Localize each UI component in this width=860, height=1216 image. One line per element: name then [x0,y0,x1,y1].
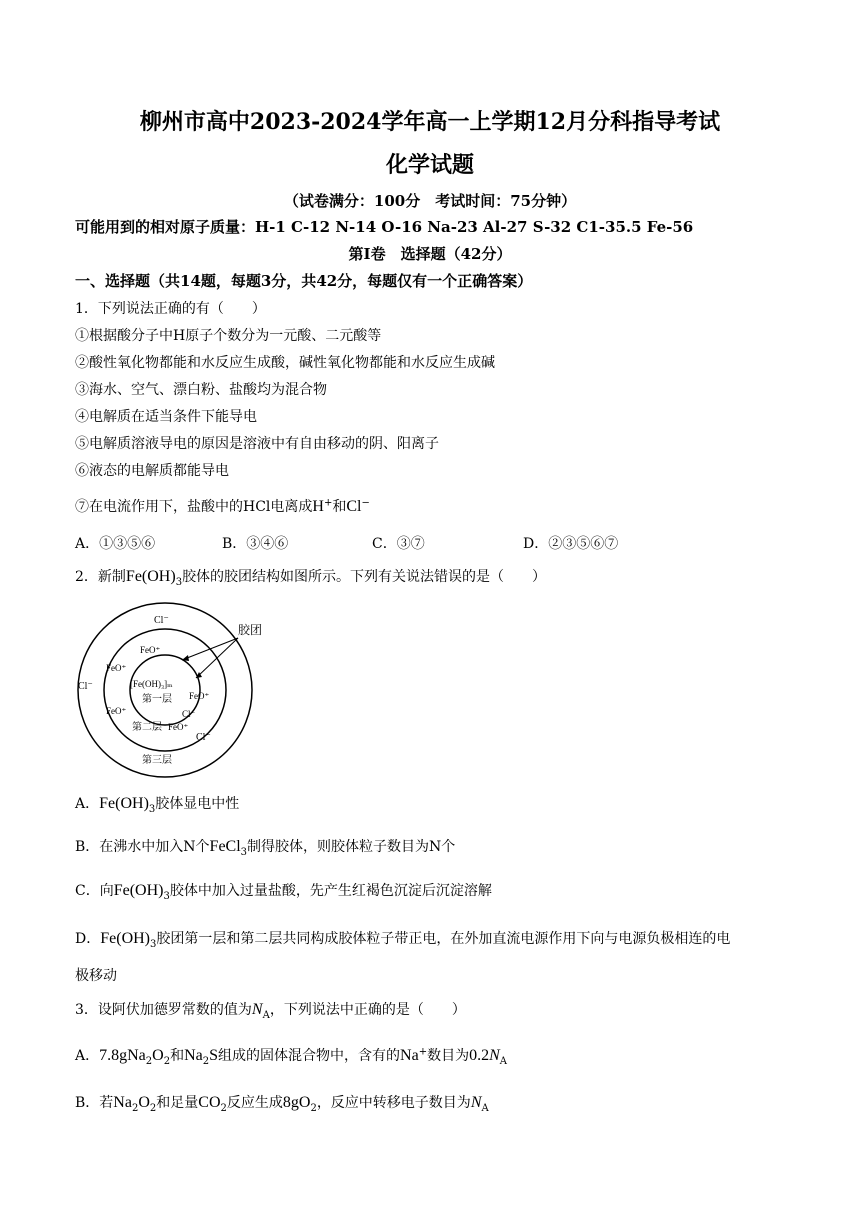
ion-feo-lower-left: FeO⁺ [106,706,127,716]
q1-statement-4: ④电解质在适当条件下能导电 [75,409,257,425]
section-heading: 第Ⅰ卷 选择题（42分） [348,245,512,263]
ion-cl-right: Cl⁻ [196,732,211,743]
q1-option-d: D．②③⑤⑥⑦ [523,536,619,552]
q2-stem: 2．新制$Fe(OH)_3$胶体的胶团结构如图所示。下列有关说法错误的是（ ） [75,568,547,588]
q1-stem: 1．下列说法正确的有（ ） [75,301,266,317]
layer-3-label: 第三层 [142,755,172,766]
ion-cl-left: Cl⁻ [78,681,93,692]
q2-option-c: C．向$Fe(OH)_3$胶体中加入过量盐酸，先产生红褐色沉淀后沉淀溶解 [75,882,492,902]
q1-statement-6: ⑥液态的电解质都能导电 [75,463,229,479]
colloid-label: 胶团 [238,623,263,637]
q1-option-a: A．①③⑤⑥ [75,536,156,552]
ion-cl-inner: Cl⁻ [182,709,196,719]
ion-cl-top: Cl⁻ [154,615,169,626]
q1-option-c: C．③⑦ [372,536,425,552]
part-heading: 一、选择题（共14题，每题3分，共42分，每题仅有一个正确答案） [75,272,533,290]
q2-option-a: A．$Fe(OH)_3$胶体显电中性 [75,795,240,815]
atomic-mass-line: 可能用到的相对原子质量：H-1 C-12 N-14 O-16 Na-23 Al-27 S-32 C1-35.5 Fe-56 [75,218,694,236]
ion-feo-left: FeO⁺ [106,663,127,673]
q1-statement-3: ③海水、空气、漂白粉、盐酸均为混合物 [75,382,327,398]
core-formula: [Fe(OH)₃]ₘ [130,679,173,689]
exam-subtitle: 化学试题 [385,152,474,178]
q1-statement-5: ⑤电解质溶液导电的原因是溶液中有自由移动的阴、阳离子 [75,436,439,452]
q2-option-b: B．在沸水中加入N个FeCl$_3$制得胶体，则胶体粒子数目为N个 [75,838,456,858]
layer-1-label: 第一层 [142,694,172,705]
arrow-line-2 [196,638,238,678]
q3-stem: 3．设阿伏加德罗常数的值为$N_A$，下列说法中正确的是（ ） [75,1001,466,1021]
q3-option-b: B．若$Na_2O_2$和足量$CO_2$反应生成$8gO_2$，反应中转移电子数目为$N_A$ [75,1094,489,1114]
ion-feo-right: FeO⁺ [189,691,210,701]
layer-2-label: 第二层 [132,722,162,733]
ion-feo-bottom: FeO⁺ [168,722,189,732]
arrow-head-1 [182,655,189,661]
q2-option-d-continued: 极移动 [75,968,117,984]
q1-option-b: B．③④⑥ [222,536,289,552]
exam-info: （试卷满分：100分 考试时间：75分钟） [283,192,577,210]
q1-statement-2: ②酸性氧化物都能和水反应生成酸，碱性氧化物都能和水反应生成碱 [75,355,495,371]
micelle-diagram [70,600,300,778]
q3-option-a: A．$7.8gNa_2O_2$和$Na_2S$组成的固体混合物中，含有的Na+数目为$0.2N_A$ [75,1046,507,1067]
ion-feo-top: FeO⁺ [140,645,161,655]
exam-title: 柳州市高中2023-2024学年高一上学期12月分科指导考试 [139,109,721,135]
q2-option-d: D．$Fe(OH)_3$胶团第一层和第二层共同构成胶体粒子带正电，在外加直流电源作用下向与电源负极相连的电 [75,930,731,950]
arrow-line-1 [182,638,238,660]
q1-statement-1: ①根据酸分子中H原子个数分为一元酸、二元酸等 [75,328,382,344]
q1-statement-7: ⑦在电流作用下，盐酸中的HCl电离成H+和Cl− [75,497,370,515]
